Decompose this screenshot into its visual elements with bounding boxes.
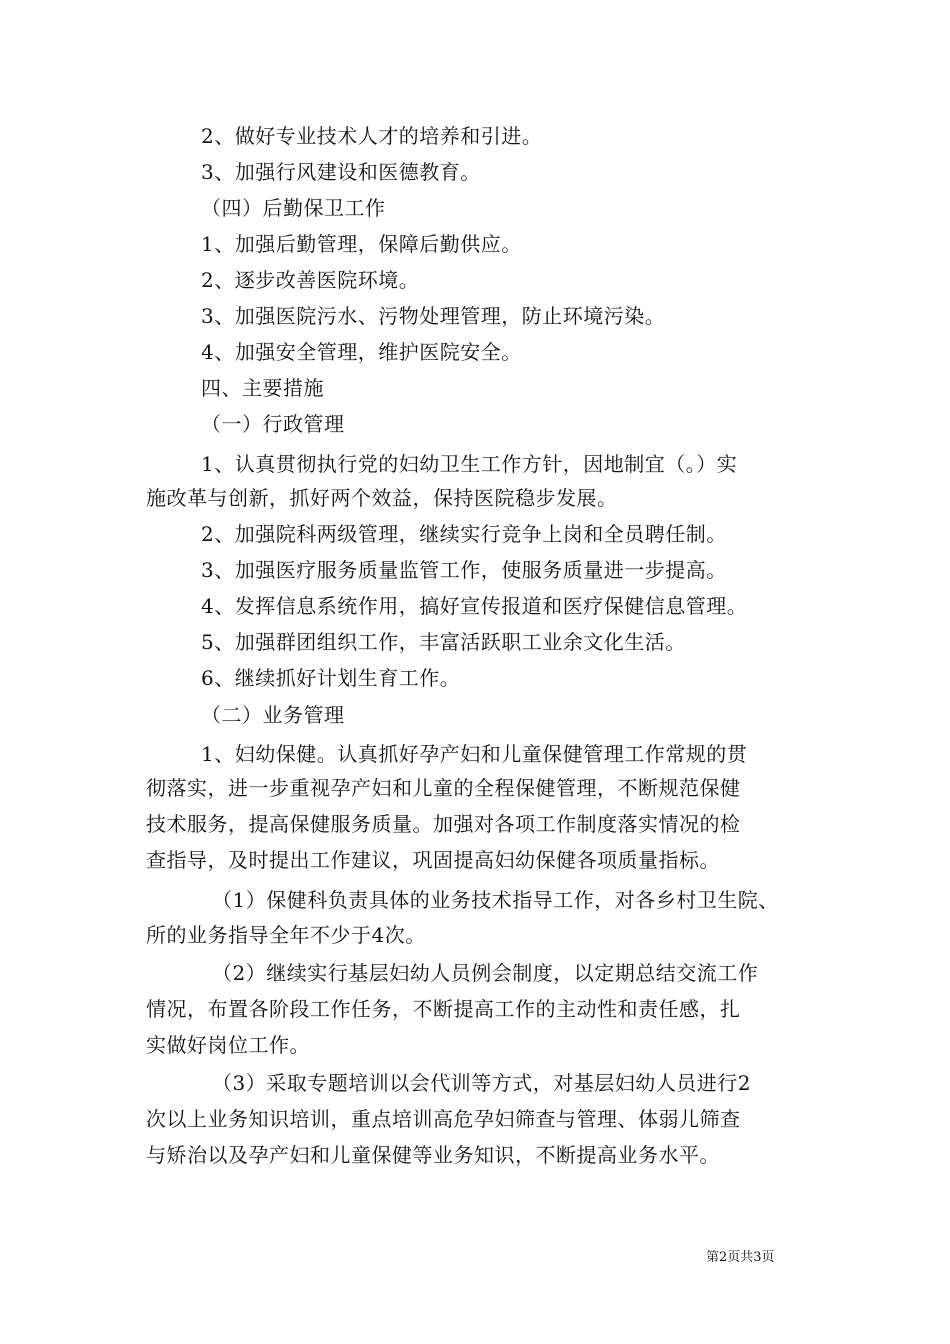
text-line: 实做好岗位工作。: [146, 1033, 310, 1057]
text-line: 3、加强行风建设和医德教育。: [201, 160, 481, 184]
text-line: 1、加强后勤管理，保障后勤供应。: [201, 232, 522, 256]
text-line: 1、认真贯彻执行党的妇幼卫生工作方针，因地制宜（。）实: [201, 452, 738, 476]
text-line: 1、妇幼保健。认真抓好孕产妇和儿童保健管理工作常规的贯: [201, 742, 748, 766]
text-line: 情况，布置各阶段工作任务，不断提高工作的主动性和责任感，扎: [146, 997, 741, 1021]
text-line: 2、逐步改善医院环境。: [201, 268, 420, 292]
text-line: （2）继续实行基层妇幼人员例会制度，以定期总结交流工作: [212, 961, 759, 985]
text-line: 2、加强院科两级管理，继续实行竞争上岗和全员聘任制。: [201, 522, 727, 546]
section-heading: （一）行政管理: [201, 412, 345, 436]
text-line: 3、加强医疗服务质量监管工作，使服务质量进一步提高。: [201, 558, 727, 582]
text-line: 所的业务指导全年不少于4次。: [146, 923, 426, 947]
text-line: 查指导，及时提出工作建议，巩固提高妇幼保健各项质量指标。: [146, 848, 720, 872]
text-line: 与矫治以及孕产妇和儿童保健等业务知识，不断提高业务水平。: [146, 1143, 720, 1167]
text-line: 4、加强安全管理，维护医院安全。: [201, 340, 522, 364]
text-line: 5、加强群团组织工作，丰富活跃职工业余文化生活。: [201, 630, 686, 654]
section-heading: 四、主要措施: [201, 376, 324, 400]
section-heading: （二）业务管理: [201, 703, 345, 727]
text-line: 技术服务，提高保健服务质量。加强对各项工作制度落实情况的检: [146, 812, 741, 836]
text-line: 2、做好专业技术人才的培养和引进。: [201, 124, 543, 148]
page-number: 第2页共3页: [706, 1250, 775, 1265]
section-heading: （四）后勤保卫工作: [201, 196, 386, 220]
text-line: 3、加强医院污水、污物处理管理，防止环境污染。: [201, 304, 666, 328]
text-line: 彻落实，进一步重视孕产妇和儿童的全程保健管理，不断规范保健: [146, 776, 741, 800]
text-line: （3）采取专题培训以会代训等方式，对基层妇幼人员进行2: [212, 1071, 751, 1095]
text-line: 4、发挥信息系统作用，搞好宣传报道和医疗保健信息管理。: [201, 594, 748, 618]
text-line: 6、继续抓好计划生育工作。: [201, 666, 461, 690]
text-line: 次以上业务知识培训，重点培训高危孕妇筛查与管理、体弱儿筛查: [146, 1107, 741, 1131]
text-line: 施改革与创新，抓好两个效益，保持医院稳步发展。: [146, 486, 618, 510]
text-line: （1）保健科负责具体的业务技术指导工作，对各乡村卫生院、: [212, 888, 779, 912]
